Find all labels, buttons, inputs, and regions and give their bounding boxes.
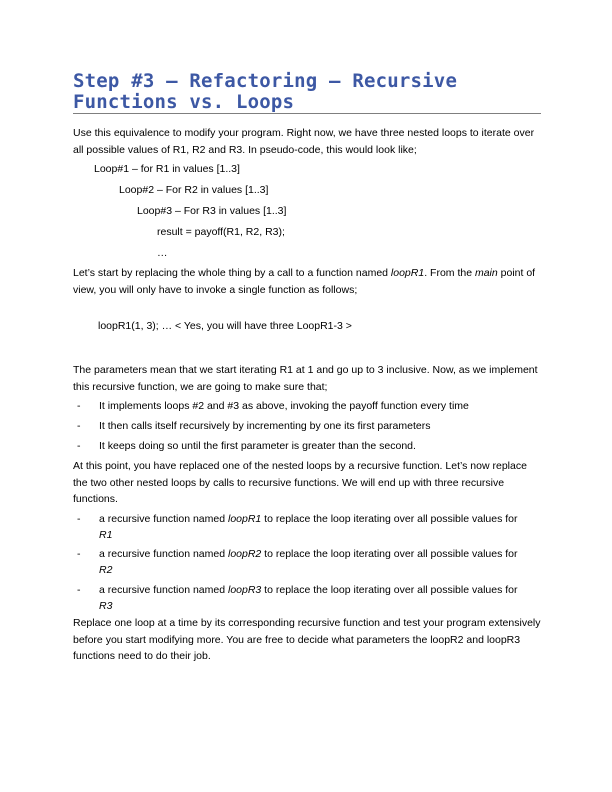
para2-text-3: point of view, you will only have to invoke a single function as follows; bbox=[73, 267, 536, 296]
variable-name: R3 bbox=[99, 600, 113, 612]
bullet-text bbox=[99, 546, 543, 578]
para2-text-1: Let’s start by replacing the whole thing by a call to a function named bbox=[73, 267, 391, 279]
variable-name: R2 bbox=[99, 564, 113, 576]
function-name: loopR1 bbox=[227, 513, 262, 525]
closing-paragraph: Replace one loop at a time by its corresponding recursive function and test your program extensively before you start modifying more. You are free to decide what parameters the loopR2 and loopR3 functions need to do their job. bbox=[73, 617, 541, 662]
intro-paragraph: Use this equivalence to modify your program. Right now, we have three nested loops to iterate over all possible values of R1, R2 and R3. In pseudo-code, this would look like; bbox=[73, 127, 535, 156]
bullet-text: It implements loops #2 and #3 as above, invoking the payoff function every time bbox=[99, 400, 469, 412]
bullet-text: It then calls itself recursively by incrementing by one its first parameters bbox=[99, 420, 431, 432]
heading-line-2: Functions vs. Loops bbox=[73, 91, 295, 113]
bullet-text: It keeps doing so until the first parameter is greater than the second. bbox=[99, 440, 416, 452]
replacement-paragraph: At this point, you have replaced one of the nested loops by a recursive function. Let’s now replace the two other nested loops by calls to recursive functions. We will end up with three recursive functions. bbox=[73, 460, 527, 505]
bullet-dash: - bbox=[77, 548, 81, 560]
variable-name: R1 bbox=[99, 529, 113, 541]
bullet-prefix: a recursive function named bbox=[99, 513, 228, 525]
para2-loopr1: loopR1 bbox=[390, 267, 425, 279]
bullet-prefix: a recursive function named bbox=[99, 584, 228, 596]
pseudocode-ellipsis: … bbox=[157, 247, 168, 259]
bullet-dash: - bbox=[77, 584, 81, 596]
paragraph-loopr1-intro bbox=[73, 265, 543, 298]
bullet-dash: - bbox=[77, 400, 81, 412]
para2-main: main bbox=[474, 267, 498, 279]
function-name: loopR2 bbox=[227, 548, 262, 560]
bullet-prefix: a recursive function named bbox=[99, 548, 228, 560]
pseudocode-loop1: Loop#1 – for R1 in values [1..3] bbox=[94, 163, 240, 175]
heading-underline bbox=[73, 113, 541, 114]
bullet-dash: - bbox=[77, 513, 81, 525]
pseudocode-result: result = payoff(R1, R2, R3); bbox=[157, 226, 285, 238]
heading-line-1: Step #3 – Refactoring – Recursive bbox=[73, 70, 458, 92]
bullet-suffix: to replace the loop iterating over all possible values for bbox=[261, 584, 518, 596]
function-name: loopR3 bbox=[227, 584, 262, 596]
parameters-paragraph: The parameters mean that we start iterating R1 at 1 and go up to 3 inclusive. Now, as we implement this recursive function, we are going to make sure that; bbox=[73, 364, 538, 393]
para2-text-2: . From the bbox=[424, 267, 475, 279]
call-example-line: loopR1(1, 3); … < Yes, you will have three LoopR1-3 > bbox=[98, 320, 352, 332]
bullet-text bbox=[99, 582, 543, 614]
pseudocode-loop3: Loop#3 – For R3 in values [1..3] bbox=[137, 205, 287, 217]
pseudocode-loop2: Loop#2 – For R2 in values [1..3] bbox=[119, 184, 269, 196]
bullet-dash: - bbox=[77, 440, 81, 452]
bullet-text bbox=[99, 511, 543, 543]
bullet-suffix: to replace the loop iterating over all possible values for bbox=[261, 548, 518, 560]
bullet-dash: - bbox=[77, 420, 81, 432]
bullet-suffix: to replace the loop iterating over all possible values for bbox=[261, 513, 518, 525]
section-heading bbox=[73, 71, 553, 113]
